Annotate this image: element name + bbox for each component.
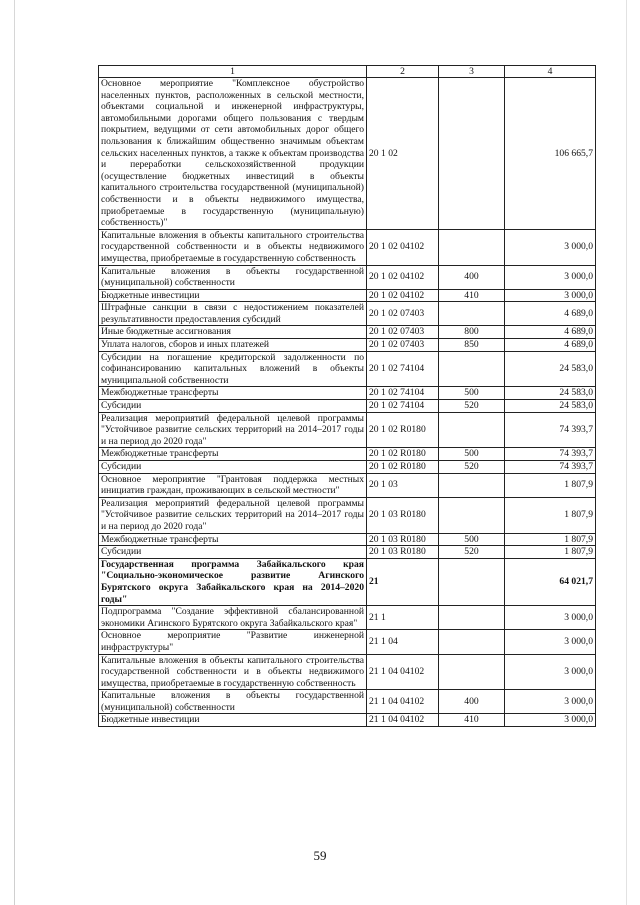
table-row	[99, 229, 596, 265]
row-name-cell: Капитальные вложения в объекты государственной (муниципальной) собственности	[99, 265, 367, 289]
row-sum-cell: 74 393,7	[505, 448, 596, 461]
row-type-cell	[439, 412, 505, 448]
header-col-2: 2	[367, 66, 439, 78]
row-sum-cell: 3 000,0	[505, 265, 596, 289]
row-sum-cell: 3 000,0	[505, 229, 596, 265]
row-type-cell: 410	[439, 714, 505, 727]
row-type-cell: 500	[439, 533, 505, 546]
row-name-cell: Межбюджетные трансферты	[99, 533, 367, 546]
row-code-cell: 20 1 02 04102	[367, 229, 439, 265]
table-row	[99, 533, 596, 546]
row-type-cell	[439, 630, 505, 654]
row-sum-cell: 24 583,0	[505, 351, 596, 387]
table-row	[99, 339, 596, 352]
row-sum-cell: 4 689,0	[505, 339, 596, 352]
header-col-1: 1	[99, 66, 367, 78]
row-type-cell: 850	[439, 339, 505, 352]
row-sum-cell: 64 021,7	[505, 558, 596, 605]
row-code-cell: 20 1 03	[367, 473, 439, 497]
table-row	[99, 289, 596, 302]
row-type-cell	[439, 302, 505, 326]
row-code-cell: 20 1 03 R0180	[367, 546, 439, 559]
table-row	[99, 302, 596, 326]
row-code-cell: 20 1 02	[367, 78, 439, 230]
row-code-cell: 21	[367, 558, 439, 605]
table-header-row	[99, 66, 596, 78]
row-name-cell: Бюджетные инвестиции	[99, 289, 367, 302]
row-type-cell: 520	[439, 461, 505, 474]
row-code-cell: 21 1 04 04102	[367, 714, 439, 727]
row-code-cell: 20 1 03 R0180	[367, 533, 439, 546]
row-name-cell: Субсидии	[99, 461, 367, 474]
row-code-cell: 21 1 04 04102	[367, 654, 439, 690]
table-row	[99, 714, 596, 727]
table-row	[99, 606, 596, 630]
row-name-cell: Штрафные санкции в связи с недостижением показателей результативности предоставления субсидий	[99, 302, 367, 326]
table-row	[99, 400, 596, 413]
row-type-cell: 520	[439, 400, 505, 413]
row-type-cell: 410	[439, 289, 505, 302]
row-sum-cell: 1 807,9	[505, 473, 596, 497]
row-name-cell: Иные бюджетные ассигнования	[99, 326, 367, 339]
row-sum-cell: 1 807,9	[505, 533, 596, 546]
row-code-cell: 20 1 02 74104	[367, 387, 439, 400]
row-sum-cell: 3 000,0	[505, 630, 596, 654]
row-type-cell	[439, 229, 505, 265]
row-name-cell: Подпрограмма "Создание эффективной сбалансированной экономики Агинского Бурятского округа Забайкальского края"	[99, 606, 367, 630]
row-name-cell: Основное мероприятие "Развитие инженерной инфраструктуры"	[99, 630, 367, 654]
row-type-cell: 400	[439, 690, 505, 714]
row-code-cell: 20 1 02 74104	[367, 351, 439, 387]
row-code-cell: 20 1 02 R0180	[367, 461, 439, 474]
table-row	[99, 265, 596, 289]
row-sum-cell: 74 393,7	[505, 412, 596, 448]
row-sum-cell: 1 807,9	[505, 546, 596, 559]
row-type-cell	[439, 558, 505, 605]
row-name-cell: Субсидии на погашение кредиторской задолженности по софинансированию капитальных вложений в объекты муниципальной собственности	[99, 351, 367, 387]
row-name-cell: Капитальные вложения в объекты капитального строительства государственной собственности и в объекты недвижимого имущества, приобретаемые в государственную собственность	[99, 654, 367, 690]
table-row	[99, 412, 596, 448]
table-row	[99, 473, 596, 497]
row-name-cell: Субсидии	[99, 546, 367, 559]
row-name-cell: Субсидии	[99, 400, 367, 413]
header-col-4: 4	[505, 66, 596, 78]
row-code-cell: 20 1 02 07403	[367, 302, 439, 326]
row-code-cell: 20 1 02 74104	[367, 400, 439, 413]
table-row	[99, 351, 596, 387]
row-type-cell: 800	[439, 326, 505, 339]
row-name-cell: Бюджетные инвестиции	[99, 714, 367, 727]
row-name-cell: Капитальные вложения в объекты государственной (муниципальной) собственности	[99, 690, 367, 714]
table-row	[99, 448, 596, 461]
scan-edge-left	[14, 0, 15, 905]
row-type-cell: 400	[439, 265, 505, 289]
row-code-cell: 20 1 02 07403	[367, 339, 439, 352]
table-row	[99, 387, 596, 400]
row-name-cell: Основное мероприятие "Грантовая поддержка местных инициатив граждан, проживающих в сельской местности"	[99, 473, 367, 497]
row-name-cell: Капитальные вложения в объекты капитального строительства государственной собственности и в объекты недвижимого имущества, приобретаемые в государственную собственность	[99, 229, 367, 265]
table-row	[99, 690, 596, 714]
row-sum-cell: 3 000,0	[505, 289, 596, 302]
row-type-cell	[439, 78, 505, 230]
row-type-cell	[439, 654, 505, 690]
row-sum-cell: 3 000,0	[505, 690, 596, 714]
row-sum-cell: 4 689,0	[505, 302, 596, 326]
row-type-cell	[439, 497, 505, 533]
row-code-cell: 21 1	[367, 606, 439, 630]
table-row	[99, 326, 596, 339]
table-row	[99, 630, 596, 654]
row-code-cell: 20 1 02 07403	[367, 326, 439, 339]
row-type-cell	[439, 473, 505, 497]
row-sum-cell: 3 000,0	[505, 654, 596, 690]
table-row	[99, 654, 596, 690]
row-code-cell: 21 1 04	[367, 630, 439, 654]
row-sum-cell: 106 665,7	[505, 78, 596, 230]
row-code-cell: 20 1 02 04102	[367, 265, 439, 289]
row-sum-cell: 24 583,0	[505, 400, 596, 413]
table-row	[99, 78, 596, 230]
row-name-cell: Государственная программа Забайкальского края "Социально-экономическое развитие Агинского Бурятского округа Забайкальского края на 2014–2020 годы"	[99, 558, 367, 605]
row-code-cell: 20 1 03 R0180	[367, 497, 439, 533]
row-name-cell: Реализация мероприятий федеральной целевой программы "Устойчивое развитие сельских территорий на 2014–2017 годы и на период до 2020 года"	[99, 497, 367, 533]
row-sum-cell: 3 000,0	[505, 606, 596, 630]
row-code-cell: 20 1 02 R0180	[367, 412, 439, 448]
row-name-cell: Реализация мероприятий федеральной целевой программы "Устойчивое развитие сельских территорий на 2014–2017 годы и на период до 2020 года"	[99, 412, 367, 448]
row-sum-cell: 3 000,0	[505, 714, 596, 727]
scan-edge-right	[626, 0, 627, 905]
row-name-cell: Основное мероприятие "Комплексное обустройство населенных пунктов, расположенных в сельской местности, объектами социальной и инженерной инфраструктуры, автомобильными дорогами общего пользования с твердым покрытием, ведущими от сети автомобильных дорог общего пользования к ближайшим общественно значимым объектам сельских населенных пунктов, а также к объектам производства и переработки сельскохозяйственной продукции (осуществление бюджетных инвестиций в объекты капитального строительства государственной (муниципальной) собственности и в объекты недвижимого имущества, приобретаемые в государственную (муниципальную) собственность)"	[99, 78, 367, 230]
row-code-cell: 20 1 02 R0180	[367, 448, 439, 461]
budget-table	[98, 65, 596, 727]
row-sum-cell: 4 689,0	[505, 326, 596, 339]
row-type-cell	[439, 351, 505, 387]
row-sum-cell: 74 393,7	[505, 461, 596, 474]
table-row	[99, 546, 596, 559]
row-type-cell	[439, 606, 505, 630]
page-number: 59	[313, 848, 327, 863]
table-row	[99, 497, 596, 533]
row-code-cell: 21 1 04 04102	[367, 690, 439, 714]
row-name-cell: Уплата налогов, сборов и иных платежей	[99, 339, 367, 352]
row-name-cell: Межбюджетные трансферты	[99, 448, 367, 461]
header-col-3: 3	[439, 66, 505, 78]
row-type-cell: 500	[439, 448, 505, 461]
row-sum-cell: 24 583,0	[505, 387, 596, 400]
row-name-cell: Межбюджетные трансферты	[99, 387, 367, 400]
row-type-cell: 520	[439, 546, 505, 559]
row-sum-cell: 1 807,9	[505, 497, 596, 533]
table-row	[99, 461, 596, 474]
row-code-cell: 20 1 02 04102	[367, 289, 439, 302]
row-type-cell: 500	[439, 387, 505, 400]
table-body	[99, 78, 596, 727]
table-row	[99, 558, 596, 605]
